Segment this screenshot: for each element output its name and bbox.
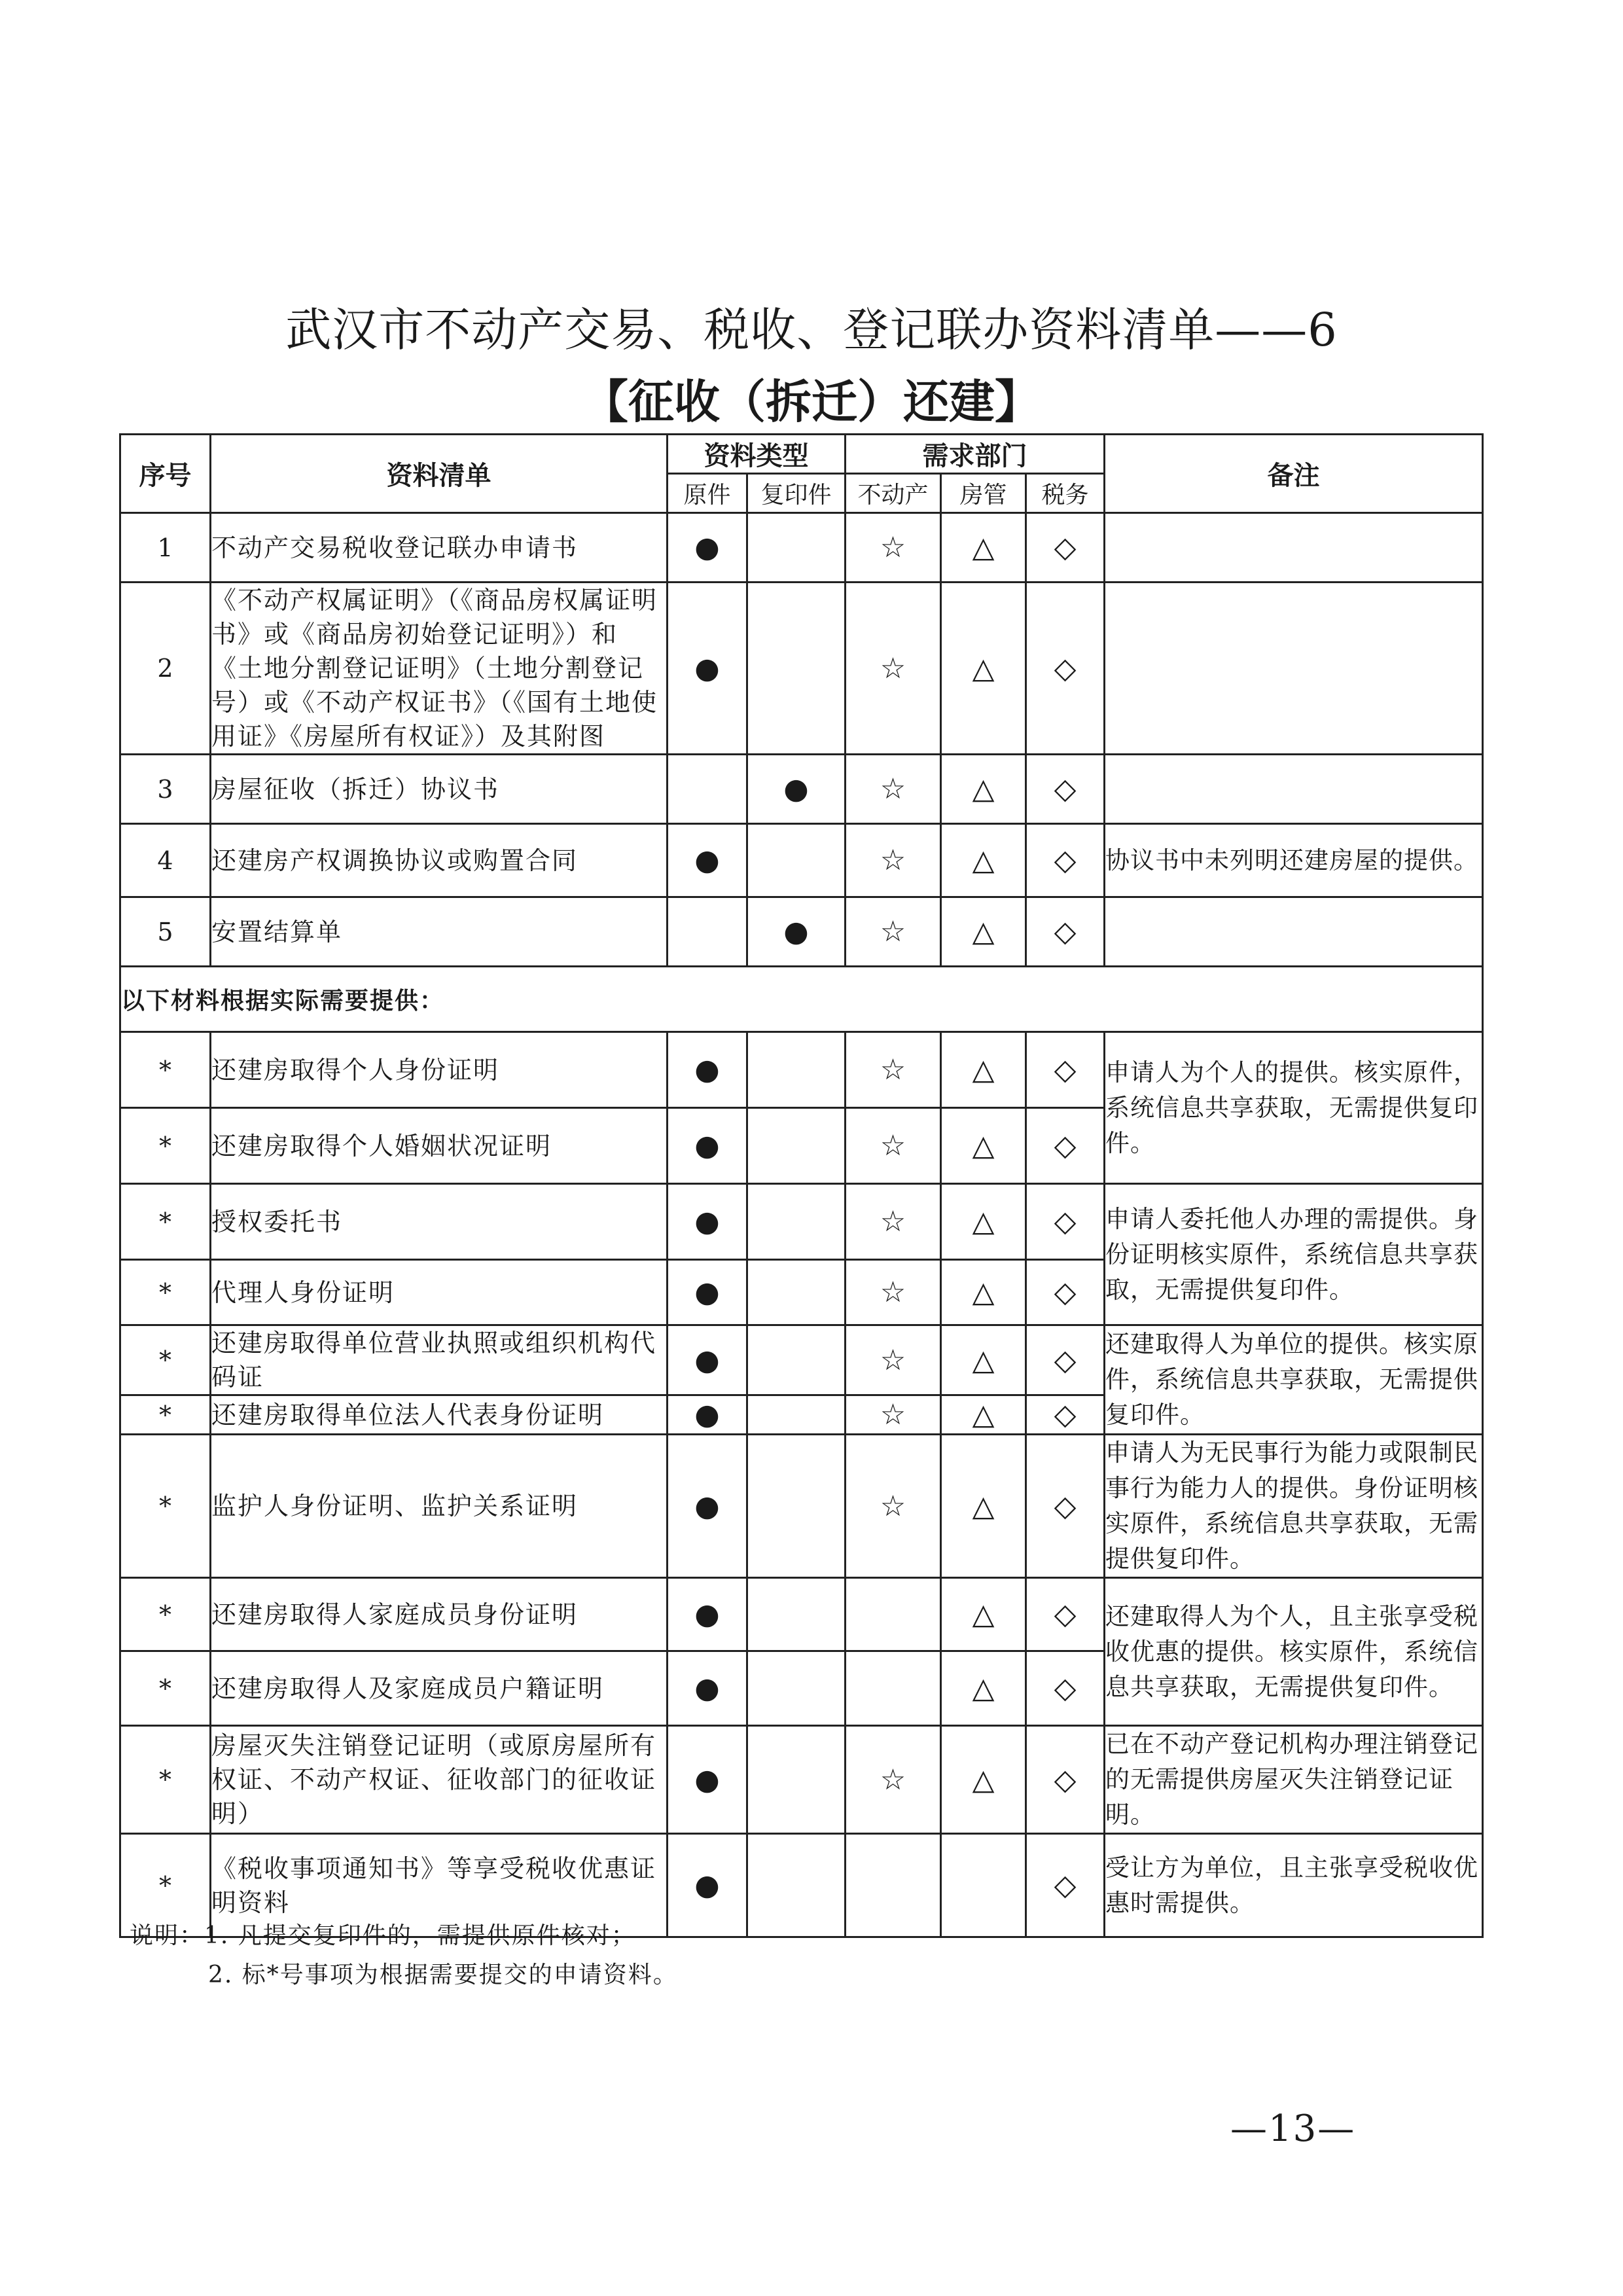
row-item: 《税收事项通知书》等享受税收优惠证明资料 xyxy=(211,1834,668,1937)
row-note xyxy=(1105,513,1483,583)
realestate-mark: ☆ xyxy=(846,1108,941,1184)
housing-mark: △ xyxy=(941,1651,1026,1726)
housing-mark: △ xyxy=(941,1726,1026,1834)
table-row xyxy=(120,824,1483,897)
housing-mark xyxy=(941,1834,1026,1937)
housing-mark: △ xyxy=(941,1578,1026,1651)
copy-mark xyxy=(747,1032,846,1108)
original-mark: ● xyxy=(668,1325,747,1395)
original-mark: ● xyxy=(668,1260,747,1325)
note-unit: 还建取得人为单位的提供。核实原件，系统信息共享获取，无需提供复印件。 xyxy=(1105,1325,1483,1435)
row-item: 房屋征收（拆迁）协议书 xyxy=(211,755,668,824)
original-mark: ● xyxy=(668,1395,747,1435)
row-item: 还建房取得个人身份证明 xyxy=(211,1032,668,1108)
tax-mark: ◇ xyxy=(1026,1032,1105,1108)
row-item: 还建房产权调换协议或购置合同 xyxy=(211,824,668,897)
copy-mark: ● xyxy=(747,897,846,967)
row-item: 还建房取得单位营业执照或组织机构代码证 xyxy=(211,1325,668,1395)
housing-mark: △ xyxy=(941,1435,1026,1578)
tax-mark: ◇ xyxy=(1026,755,1105,824)
note-agent: 申请人委托他人办理的需提供。身份证明核实原件，系统信息共享获取，无需提供复印件。 xyxy=(1105,1184,1483,1325)
tax-mark: ◇ xyxy=(1026,1726,1105,1834)
row-item: 授权委托书 xyxy=(211,1184,668,1260)
row-item: 代理人身份证明 xyxy=(211,1260,668,1325)
document-subtitle: 【征收（拆迁）还建】 xyxy=(582,374,1041,429)
row-note xyxy=(1105,897,1483,967)
row-item: 监护人身份证明、监护关系证明 xyxy=(211,1435,668,1578)
copy-mark xyxy=(747,583,846,755)
row-note: 协议书中未列明还建房屋的提供。 xyxy=(1105,824,1483,897)
header-tax: 税务 xyxy=(1026,474,1105,513)
row-no: * xyxy=(120,1834,211,1937)
tax-mark: ◇ xyxy=(1026,1395,1105,1435)
row-no: * xyxy=(120,1651,211,1726)
tax-mark: ◇ xyxy=(1026,824,1105,897)
table-row xyxy=(120,583,1483,755)
note-cancel: 已在不动产登记机构办理注销登记的无需提供房屋灭失注销登记证明。 xyxy=(1105,1726,1483,1834)
realestate-mark: ☆ xyxy=(846,897,941,967)
header-type-group: 资料类型 xyxy=(668,435,846,474)
copy-mark xyxy=(747,1260,846,1325)
original-mark: ● xyxy=(668,1184,747,1260)
realestate-mark xyxy=(846,1834,941,1937)
note-guardian: 申请人为无民事行为能力或限制民事行为能力人的提供。身份证明核实原件，系统信息共享获取，无需提供复印件。 xyxy=(1105,1435,1483,1578)
original-mark: ● xyxy=(668,583,747,755)
original-mark: ● xyxy=(668,824,747,897)
tax-mark: ◇ xyxy=(1026,1184,1105,1260)
note-personal: 申请人为个人的提供。核实原件，系统信息共享获取，无需提供复印件。 xyxy=(1105,1032,1483,1184)
copy-mark xyxy=(747,1651,846,1726)
housing-mark: △ xyxy=(941,1032,1026,1108)
tax-mark: ◇ xyxy=(1026,583,1105,755)
tax-mark: ◇ xyxy=(1026,513,1105,583)
table-row xyxy=(120,1726,1483,1834)
copy-mark xyxy=(747,1435,846,1578)
housing-mark: △ xyxy=(941,583,1026,755)
copy-mark: ● xyxy=(747,755,846,824)
realestate-mark: ☆ xyxy=(846,1726,941,1834)
footnote-2: 2. 标*号事项为根据需要提交的申请资料。 xyxy=(208,1962,678,1988)
original-mark: ● xyxy=(668,513,747,583)
housing-mark: △ xyxy=(941,1108,1026,1184)
row-item: 不动产交易税收登记联办申请书 xyxy=(211,513,668,583)
header-note: 备注 xyxy=(1105,435,1483,513)
tax-mark: ◇ xyxy=(1026,1108,1105,1184)
realestate-mark: ☆ xyxy=(846,583,941,755)
original-mark: ● xyxy=(668,1578,747,1651)
realestate-mark: ☆ xyxy=(846,755,941,824)
original-mark xyxy=(668,897,747,967)
realestate-mark: ☆ xyxy=(846,1260,941,1325)
realestate-mark: ☆ xyxy=(846,513,941,583)
note-family: 还建取得人为个人，且主张享受税收优惠的提供。核实原件，系统信息共享获取，无需提供复印件。 xyxy=(1105,1578,1483,1726)
housing-mark: △ xyxy=(941,755,1026,824)
header-original: 原件 xyxy=(668,474,747,513)
table-row xyxy=(120,897,1483,967)
copy-mark xyxy=(747,1184,846,1260)
realestate-mark: ☆ xyxy=(846,1395,941,1435)
realestate-mark: ☆ xyxy=(846,1032,941,1108)
table-row xyxy=(120,1032,1483,1108)
row-no: * xyxy=(120,1184,211,1260)
row-no: * xyxy=(120,1260,211,1325)
housing-mark: △ xyxy=(941,513,1026,583)
row-note xyxy=(1105,755,1483,824)
document-title: 武汉市不动产交易、税收、登记联办资料清单——6 xyxy=(285,303,1338,357)
realestate-mark: ☆ xyxy=(846,1325,941,1395)
row-no: * xyxy=(120,1395,211,1435)
housing-mark: △ xyxy=(941,897,1026,967)
row-item: 还建房取得人及家庭成员户籍证明 xyxy=(211,1651,668,1726)
footnote-1: 说明：1. 凡提交复印件的，需提供原件核对； xyxy=(130,1922,636,1949)
row-note xyxy=(1105,583,1483,755)
table-row xyxy=(120,1184,1483,1260)
row-no: 4 xyxy=(120,824,211,897)
realestate-mark xyxy=(846,1578,941,1651)
optional-section-label: 以下材料根据实际需要提供： xyxy=(120,967,1483,1032)
row-no: 1 xyxy=(120,513,211,583)
row-item: 还建房取得人家庭成员身份证明 xyxy=(211,1578,668,1651)
table-row xyxy=(120,1578,1483,1651)
row-no: * xyxy=(120,1108,211,1184)
note-tax: 受让方为单位，且主张享受税收优惠时需提供。 xyxy=(1105,1834,1483,1937)
tax-mark: ◇ xyxy=(1026,1260,1105,1325)
materials-table xyxy=(119,433,1484,1938)
row-no: 5 xyxy=(120,897,211,967)
copy-mark xyxy=(747,1325,846,1395)
original-mark: ● xyxy=(668,1726,747,1834)
row-item: 还建房取得个人婚姻状况证明 xyxy=(211,1108,668,1184)
header-item: 资料清单 xyxy=(211,435,668,513)
copy-mark xyxy=(747,513,846,583)
header-housing: 房管 xyxy=(941,474,1026,513)
row-no: 3 xyxy=(120,755,211,824)
copy-mark xyxy=(747,824,846,897)
copy-mark xyxy=(747,1834,846,1937)
copy-mark xyxy=(747,1726,846,1834)
original-mark: ● xyxy=(668,1435,747,1578)
header-copy: 复印件 xyxy=(747,474,846,513)
original-mark xyxy=(668,755,747,824)
table-row xyxy=(120,1435,1483,1578)
row-no: * xyxy=(120,1435,211,1578)
housing-mark: △ xyxy=(941,1395,1026,1435)
tax-mark: ◇ xyxy=(1026,1834,1105,1937)
housing-mark: △ xyxy=(941,824,1026,897)
original-mark: ● xyxy=(668,1108,747,1184)
header-realestate: 不动产 xyxy=(846,474,941,513)
row-no: * xyxy=(120,1325,211,1395)
row-item: 还建房取得单位法人代表身份证明 xyxy=(211,1395,668,1435)
realestate-mark: ☆ xyxy=(846,824,941,897)
housing-mark: △ xyxy=(941,1184,1026,1260)
row-item: 安置结算单 xyxy=(211,897,668,967)
table-row xyxy=(120,755,1483,824)
realestate-mark: ☆ xyxy=(846,1435,941,1578)
realestate-mark xyxy=(846,1651,941,1726)
row-item: 房屋灭失注销登记证明（或原房屋所有权证、不动产权证、征收部门的征收证明） xyxy=(211,1726,668,1834)
tax-mark: ◇ xyxy=(1026,897,1105,967)
page-number: —13— xyxy=(1230,2108,1356,2150)
row-no: * xyxy=(120,1032,211,1108)
original-mark: ● xyxy=(668,1032,747,1108)
housing-mark: △ xyxy=(941,1260,1026,1325)
tax-mark: ◇ xyxy=(1026,1578,1105,1651)
original-mark: ● xyxy=(668,1834,747,1937)
table-row xyxy=(120,1325,1483,1395)
row-no: 2 xyxy=(120,583,211,755)
realestate-mark: ☆ xyxy=(846,1184,941,1260)
header-dept-group: 需求部门 xyxy=(846,435,1105,474)
header-no: 序号 xyxy=(120,435,211,513)
row-no: * xyxy=(120,1726,211,1834)
housing-mark: △ xyxy=(941,1325,1026,1395)
copy-mark xyxy=(747,1578,846,1651)
tax-mark: ◇ xyxy=(1026,1651,1105,1726)
tax-mark: ◇ xyxy=(1026,1435,1105,1578)
row-item: 《不动产权属证明》（《商品房权属证明书》或《商品房初始登记证明》）和《土地分割登记证明》（土地分割登记号）或《不动产权证书》（《国有土地使用证》《房屋所有权证》）及其附图 xyxy=(211,583,668,755)
table-row xyxy=(120,513,1483,583)
tax-mark: ◇ xyxy=(1026,1325,1105,1395)
row-no: * xyxy=(120,1578,211,1651)
original-mark: ● xyxy=(668,1651,747,1726)
copy-mark xyxy=(747,1395,846,1435)
copy-mark xyxy=(747,1108,846,1184)
